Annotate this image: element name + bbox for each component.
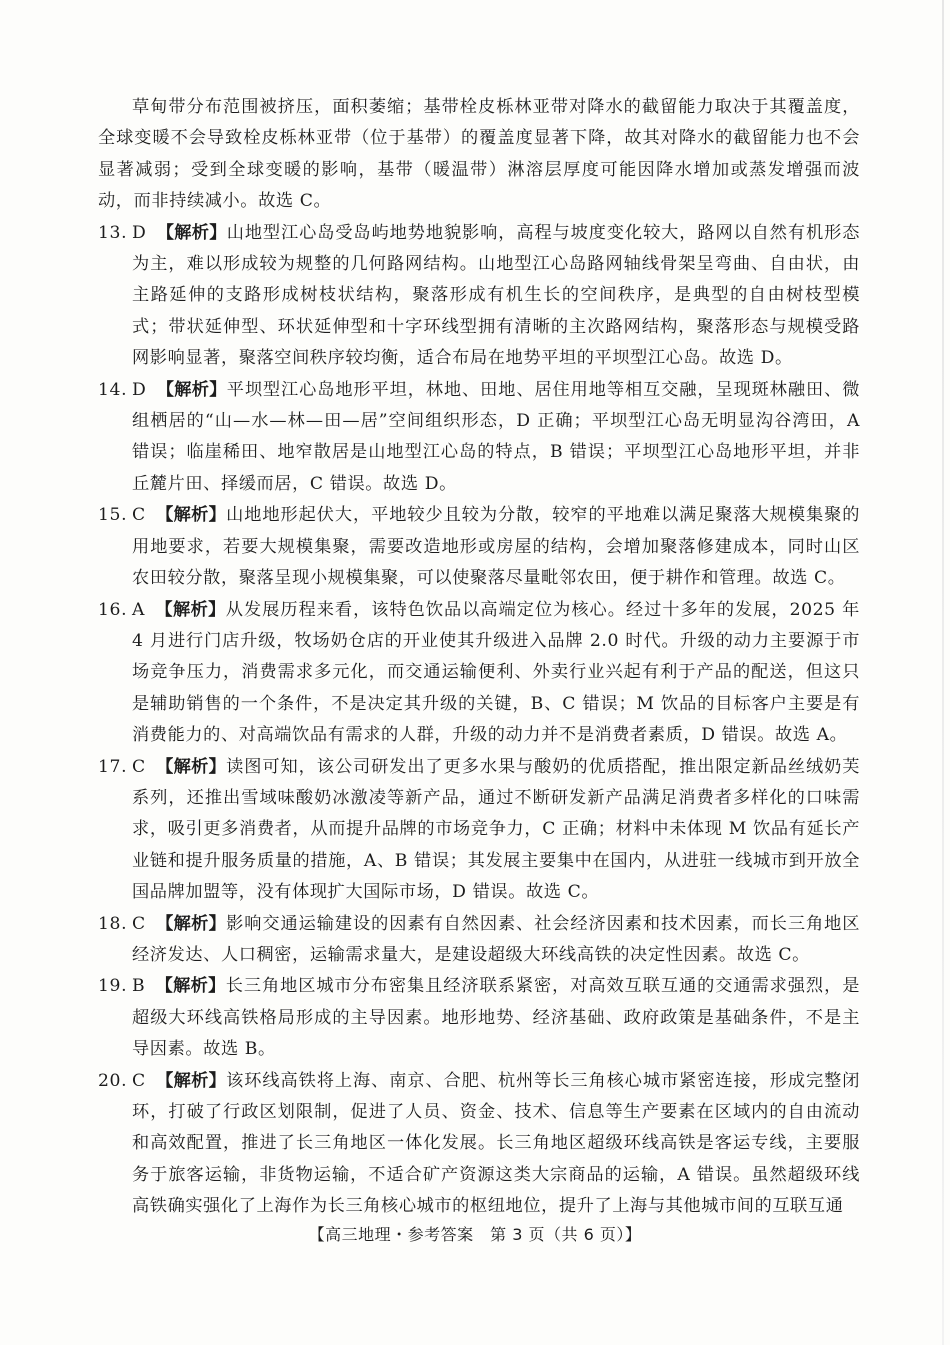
answer-letter: D (132, 222, 147, 243)
answer-item (98, 909, 860, 972)
analysis-text: 该环线高铁将上海、南京、合肥、杭州等长三角核心城市紧密连接，形成完整闭环，打破了行政区划限制，促进了人员、资金、技术、信息等生产要素在区域内的自由流动和高效配置，推进了长三角地区一体化发展。长三角地区超级环线高铁是客运专线，主要服务于旅客运输，非货物运输，不适合矿产资源这类大宗商品的运输，A 错误。虽然超级环线高铁确实强化了上海作为长三角核心城市的枢纽地位，提升了上海与其他城市间的互联互通 (132, 1070, 860, 1217)
analysis-tag: 【解析】 (155, 913, 227, 934)
question-number: 15. (98, 505, 128, 526)
analysis-text: 从发展历程来看，该特色饮品以高端定位为核心。经过十多年的发展，2025 年 4 月进行门店升级，牧场奶仓店的开业使其升级进入品牌 2.0 时代。升级的动力主要源于市场竞争压力，消费需求多元化，而交通运输便利、外卖行业兴起有利于产品的配送，但这只是辅助销售的一个条件，不是决定其升级的关键，B、C 错误；M 饮品的目标客户主要是有消费能力的、对高端饮品有需求的人群，升级的动力并不是消费者素质，D 错误。故选 A。 (132, 599, 860, 746)
analysis-tag: 【解析】 (155, 976, 226, 997)
answer-letter: C (132, 913, 146, 934)
question-number: 16. (98, 599, 128, 620)
analysis-tag: 【解析】 (156, 379, 227, 400)
analysis-text: 长三角地区城市分布密集且经济联系紧密，对高效互联互通的交通需求强烈，是超级大环线高铁格局形成的主导因素。地形地势、经济基础、政府政策是基础条件，不是主导因素。故选 B。 (132, 976, 860, 1060)
analysis-tag: 【解析】 (155, 1070, 227, 1091)
answer-item (98, 971, 860, 1065)
answer-letter: B (132, 976, 146, 997)
answer-item (98, 1066, 860, 1223)
analysis-text: 山地型江心岛受岛屿地势地貌影响，高程与坡度变化较大，路网以自然有机形态为主，难以形成较为规整的几何路网结构。山地型江心岛路网轴线骨架呈弯曲、自由状，由主路延伸的支路形成树枝状结构，聚落形成有机生长的空间秩序，是典型的自由树枝型模式；带状延伸型、环状延伸型和十字环线型拥有清晰的主次路网结构，聚落形态与规模受路网影响显著，聚落空间秩序较均衡，适合布局在地势平坦的平坝型江心岛。故选 D。 (132, 222, 860, 369)
analysis-text: 平坝型江心岛地形平坦，林地、田地、居住用地等相互交融，呈现斑林融田、微组栖居的“山—水—林—田—居”空间组织形态，D 正确；平坝型江心岛无明显沟谷湾田，A 错误；临崖稀田、地窄散居是山地型江心岛的特点，B 错误；平坝型江心岛地形平坦，并非丘麓片田、择缓而居，C 错误。故选 D。 (132, 379, 860, 494)
continued-paragraph: 草甸带分布范围被挤压，面积萎缩；基带栓皮栎林亚带对降水的截留能力取决于其覆盖度，全球变暖不会导致栓皮栎林亚带（位于基带）的覆盖度显著下降，故其对降水的截留能力也不会显著减弱；受到全球变暖的影响，基带（暖温带）淋溶层厚度可能因降水增加或蒸发增强而波动，而非持续减小。故选 C。 (98, 97, 860, 212)
analysis-text: 山地地形起伏大，平地较少且较为分散，较窄的平地难以满足聚落大规模集聚的用地要求，若要大规模集聚，需要改造地形或房屋的结构，会增加聚落修建成本，同时山区农田较分散，聚落呈现小规模集聚，可以使聚落尽量毗邻农田，便于耕作和管理。故选 C。 (132, 505, 860, 589)
page-footer: 【高三地理・参考答案 第 3 页（共 6 页）】 (308, 1225, 642, 1244)
answer-item (98, 218, 860, 375)
answer-letter: C (132, 505, 146, 526)
answer-items (98, 218, 860, 1223)
analysis-tag: 【解析】 (155, 599, 226, 620)
answer-item (98, 500, 860, 594)
analysis-tag: 【解析】 (155, 756, 227, 777)
analysis-tag: 【解析】 (156, 222, 227, 243)
analysis-tag: 【解析】 (155, 505, 227, 526)
answer-item (98, 595, 860, 752)
answer-letter: D (132, 379, 147, 400)
question-number: 17. (98, 756, 128, 777)
question-number: 13. (98, 222, 128, 243)
answer-letter: C (132, 1070, 146, 1091)
page-edge-shadow (942, 0, 944, 1345)
answer-content (98, 92, 860, 1223)
answer-letter: C (132, 756, 146, 777)
answer-item (98, 752, 860, 909)
analysis-text: 影响交通运输建设的因素有自然因素、社会经济因素和技术因素，而长三角地区经济发达、人口稠密，运输需求量大，是建设超级大环线高铁的决定性因素。故选 C。 (132, 913, 860, 965)
answer-item (98, 375, 860, 501)
question-number: 19. (98, 976, 128, 997)
question-number: 18. (98, 913, 128, 934)
question-number: 14. (98, 379, 128, 400)
question-number: 20. (98, 1070, 128, 1091)
answer-letter: A (132, 599, 146, 620)
analysis-text: 读图可知，该公司研发出了更多水果与酸奶的优质搭配，推出限定新品丝绒奶芙系列，还推出雪域味酸奶冰激凌等新产品，通过不断研发新产品满足消费者多样化的口味需求，吸引更多消费者，从而提升品牌的市场竞争力，C 正确；材料中未体现 M 饮品有延长产业链和提升服务质量的措施，A、B 错误；其发展主要集中在国内，从进驻一线城市到开放全国品牌加盟等，没有体现扩大国际市场，D 错误。故选 C。 (132, 756, 860, 903)
